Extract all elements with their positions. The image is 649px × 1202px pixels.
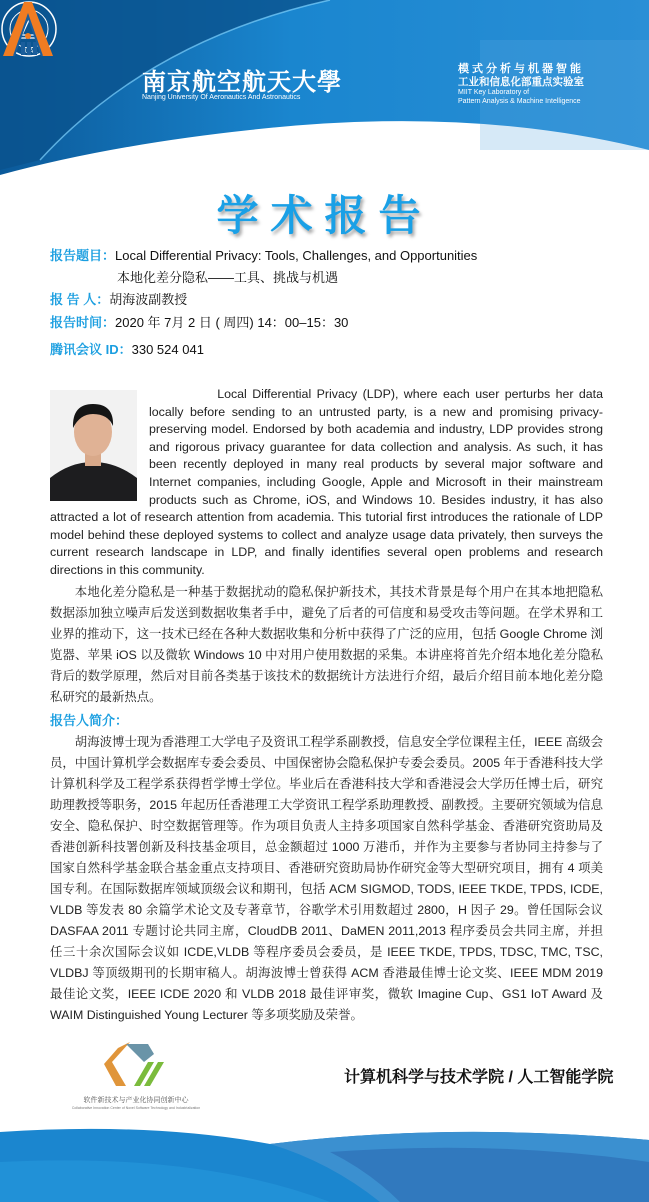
innovation-center-name-cn: 软件新技术与产业化协同创新中心 xyxy=(83,1096,189,1104)
lab-name-cn-2: 工业和信息化部重点实验室 xyxy=(458,76,584,88)
abstract-en-text: Local Differential Privacy (LDP), where each user perturbs her data locally before sending to an untrusted party, is a new and promising privacy-preserving model. Endorsed by both academia and industry, LDP provides strong and rigorous privacy guarantee for data collection and analysis. As such, it has been recently deployed in many real products by several major software and Internet companies, including Google, Apple and Microsoft in their mainstream products such as Chrome, iOS, and Windows 10. Besides industry, it has also attracted a lot of research attention from academia. This tutorial first introduces the rationale of LDP model behind these deployed systems to collect and analyze usage data privately, then surveys the current research landscape in LDP, and finally identifies several open problems and research directions in this community. xyxy=(50,387,603,577)
footer xyxy=(0,1040,649,1118)
speaker-photo xyxy=(50,390,137,501)
university-name-cn: 南京航空航天大學 xyxy=(142,67,342,96)
footer-wave xyxy=(0,1122,649,1202)
lab-name-en-2: Pattern Analysis & Machine Intelligence xyxy=(458,98,581,105)
speaker-label: 报 告 人： xyxy=(50,292,110,307)
topic-cn: 本地化差分隐私——工具、挑战与机遇 xyxy=(117,270,339,285)
topic-en: Local Differential Privacy: Tools, Challenges, and Opportunities xyxy=(115,248,478,263)
innovation-center-name-en: Collaborative Innovation Center of Novel Software Technology and Industrialization xyxy=(71,1105,201,1110)
abstract-cn: 本地化差分隐私是一种基于数据扰动的隐私保护新技术，其技术背景是每个用户在其本地把隐私数据添加独立噪声后发送到数据收集者手中，避免了后者的可信度和易受攻击等问题。在学术界和工业界的推动下，这一技术已经在各种大数据收集和分析中获得了广泛的应用，包括 Google Chrome 浏览器、苹果 iOS 以及微软 Windows 10 中对用户使用数据的采集。本讲座将首先介绍本地化差分隐私背后的数学原理，然后对目前各类基于该技术的数据统计方法进行介绍，最后介绍目前本地化差分隐私研究的最新热点。 xyxy=(50,584,603,704)
time-value: 2020 年 7月 2 日 ( 周四) 14：00–15：30 xyxy=(115,315,349,330)
meeting-label: 腾讯会议 ID： xyxy=(50,342,132,357)
bio-text: 胡海波博士现为香港理工大学电子及资讯工程学系副教授，信息安全学位课程主任，IEEE 高级会员，中国计算机学会数据库专委会委员、中国保密协会隐私保护专委会委员。2005 年于香港科技大学计算机科学及工程学系获得哲学博士学位。毕业后在香港科技大学和香港浸会大学历任博士后，研究助理教授等职务，2015 年起历任香港理工大学资讯工程学系助理教授、副教授。主要研究领域为信息安全、隐私保护、时空数据管理等。作为项目负责人主持多项国家自然科学基金、香港研究资助局及香港创新科技署创新及科技基金项目，总金额超过 1000 万港币，并作为主要参与者协同主持参与了国家自然科学基金联合基金重点支持项目、香港研究资助局协作研究金等大型研究项目，拥有 4 项美国专利。在国际数据库领域顶级会议和期刊，包括 ACM SIGMOD, TODS, IEEE TKDE, TPDS, ICDE, VLDB 等发表 80 余篇学术论文及专著章节，谷歌学术引用数超过 2800，H 因子 29。曾任国际会议 DASFAA 2011 专题讨论共同主席，CloudDB 2011、DaMEN 2011,2013 程序委员会共同主席，并担任三十余次国际会议如 ICDE,VLDB 等程序委员会委员，是 IEEE TKDE, TPDS, TDSC, TMC, TSC, VLDBJ 等顶级期刊的长期审稿人。胡海波博士曾获得 ACM 香港最佳博士论文奖、IEEE MDM 2019 最佳论文奖，IEEE ICDE 2020 和 VLDB 2018 最佳评审奖，微软 Imagine Cup、GS1 IoT Award 及 WAIM Distinguished Young Lecturer 等多项奖励及荣誉。 xyxy=(50,734,603,1022)
page-title: 学术报告 xyxy=(216,191,433,240)
bio-heading: 报告人简介： xyxy=(50,712,129,728)
innovation-center-logo xyxy=(104,1040,164,1090)
topic-label: 报告题目： xyxy=(50,248,116,263)
time-label: 报告时间： xyxy=(50,315,116,330)
speaker-name: 胡海波副教授 xyxy=(109,292,188,307)
meeting-id: 330 524 041 xyxy=(131,342,204,357)
abstract-en xyxy=(50,386,603,580)
lab-name-cn-1: 模式分析与机器智能 xyxy=(458,63,584,75)
lab-name-en-1: MIIT Key Laboratory of xyxy=(458,89,530,96)
university-name-en: Nanjing University Of Aeronautics And Astronautics xyxy=(142,94,301,101)
college-name: 计算机科学与技术学院 / 人工智能学院 xyxy=(344,1068,614,1086)
